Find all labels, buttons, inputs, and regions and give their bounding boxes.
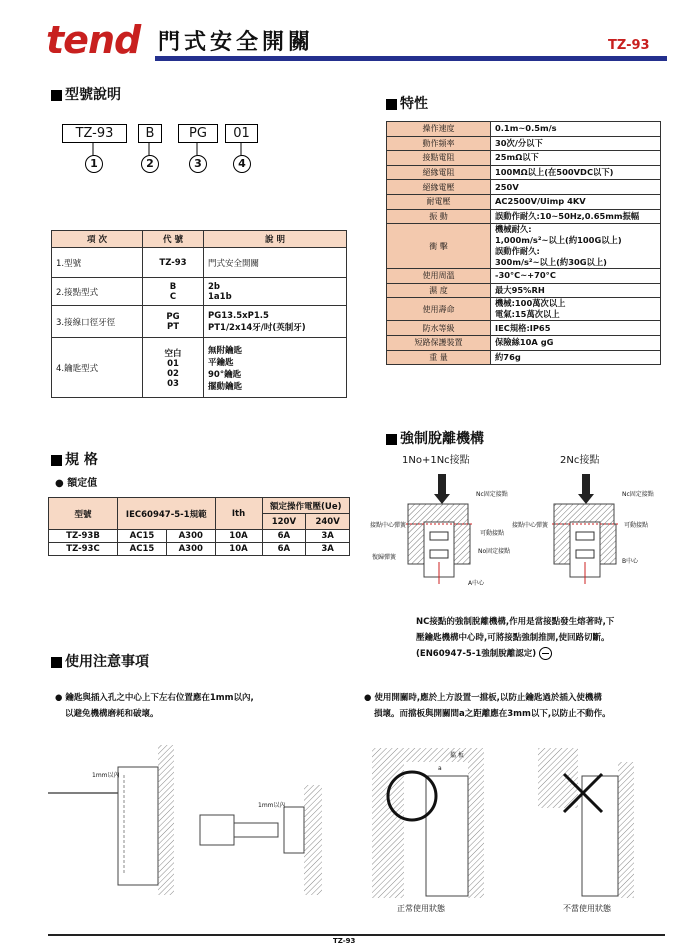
rating-table: 型號 IEC60947-5-1規範 Ith 額定操作電壓(Ue) 120V 240V TZ-93B AC15 A300 10A 6A 3A TZ-93C AC15 A300 10A 6A 3A [48,497,350,556]
mechanism-note: NC接點的強制脫離機構,作用是當接點發生熔著時,下 壓鑰匙機構中心時,可將接點強制推開,使回路切斷。 (EN60947-5-1強制脫離認定) [416,617,615,659]
feature-value: 25mΩ以下 [491,151,661,166]
feature-row [387,350,661,365]
spec-subheading: ● 額定值 [55,478,98,489]
label-return-spring: 復歸彈簧 [372,554,397,561]
feature-key: 使用壽命 [387,298,491,321]
baffle-diagram [368,738,660,898]
table-header-row: 項 次 代 號 說 明 [52,231,347,248]
feature-row [387,335,661,350]
feature-key: 濕 度 [387,283,491,298]
label-no-fixed: No固定接點 [478,548,511,555]
feature-value: 最大95%RH [491,283,661,298]
feature-key: 短路保護裝置 [387,335,491,350]
feature-key: 耐電壓 [387,194,491,209]
heading-square-icon [51,455,62,466]
marker-3: 3 [189,155,207,173]
heading-square-icon [51,657,62,668]
mechanism-left-device [406,474,472,584]
forced-disconnect-symbol-icon [539,647,552,660]
feature-value: 機械:100萬次以上 電氣:15萬次以上 [491,298,661,321]
feature-key: 衝 擊 [387,224,491,269]
feature-value: 250V [491,180,661,195]
spec-heading: 規 格 [51,452,98,468]
feature-row [387,165,661,180]
feature-key: 絕緣電阻 [387,165,491,180]
feature-row [387,224,661,269]
code-box-2: B [138,124,162,143]
label-1mm-left: 1mm以內 [92,772,120,779]
feature-value: 約76g [491,350,661,365]
feature-value: 100MΩ以上(在500VDC以下) [491,165,661,180]
table-row: 3.接線口徑牙徑 PG PT PG13.5xP1.5 PT1/2x14牙/吋(英制牙) [52,306,347,338]
feature-value: IEC規格:IP65 [491,321,661,336]
label-correct-use: 正常使用狀態 [397,904,445,913]
label-movable-right: 可動接點 [624,522,649,529]
item-table [51,230,347,398]
usage-right-note: ● 使用開關時,應於上方設置一擋板,以防止鑰匙過於插入使機構 損壞。而擋板與開關間a之距離應在3mm以下,以防止不動作。 [364,693,611,719]
feature-row [387,209,661,224]
label-a-center: A中心 [468,580,485,587]
label-a: a [438,765,442,772]
table-row: 1.型號 TZ-93 門式安全開關 [52,248,347,278]
feature-row [387,136,661,151]
feature-value: 機械耐久: 1,000m/s²~以上(約100G以上) 誤動作耐久: 300m/s²~以上(約30G以上) [491,224,661,269]
label-baffle: 擋 板 [450,752,464,759]
feature-key: 重 量 [387,350,491,365]
table-row: TZ-93C AC15 A300 10A 6A 3A [49,543,350,556]
feature-row [387,321,661,336]
feature-row [387,194,661,209]
label-1mm-right: 1mm以內 [258,802,286,809]
marker-4: 4 [233,155,251,173]
feature-row [387,151,661,166]
heading-square-icon [386,99,397,110]
feature-value: AC2500V/Uimp 4KV [491,194,661,209]
code-box-4: 01 [225,124,258,143]
heading-square-icon [51,90,62,101]
feature-key: 振 動 [387,209,491,224]
feature-row [387,283,661,298]
marker-1: 1 [85,155,103,173]
feature-key: 操作速度 [387,122,491,137]
feature-row [387,298,661,321]
alignment-diagram [48,745,338,905]
header-rule [155,56,667,61]
feature-row [387,122,661,137]
footer-rule [48,934,665,936]
feature-value: -30°C~+70°C [491,269,661,284]
label-contact-spring-right: 接點中心彈簧 [512,522,549,529]
code-connector-lines [60,143,260,155]
feature-key: 絕緣電壓 [387,180,491,195]
feature-value: 0.1m~0.5m/s [491,122,661,137]
features-table [386,121,661,365]
table-row: TZ-93B AC15 A300 10A 6A 3A [49,530,350,543]
feature-key: 使用周溫 [387,269,491,284]
label-incorrect-use: 不當使用狀態 [563,904,611,913]
footer-page: TZ-93 [333,937,356,945]
heading-square-icon [386,434,397,445]
usage-heading: 使用注意事項 [51,654,149,670]
feature-key: 接點電阻 [387,151,491,166]
feature-value: 30次/分以下 [491,136,661,151]
model-heading: 型號說明 [51,87,121,103]
marker-2: 2 [141,155,159,173]
table-row: 4.鑰匙型式 空白 01 02 03 無附鑰匙 平鑰匙 90°鑰匙 擺動鑰匙 [52,338,347,398]
mechanism-right-title: 2Nc接點 [560,455,600,466]
usage-left-note: ● 鑰匙與插入孔之中心上下左右位置應在1mm以內, 以避免機構磨耗和破壞。 [55,693,254,719]
code-box-3: PG [178,124,218,143]
features-heading: 特性 [386,96,428,112]
brand-logo: tend [46,18,141,62]
label-contact-spring-left: 接點中心彈簧 [370,522,407,529]
mechanism-left-title: 1No+1Nc接點 [402,455,470,466]
label-movable-left: 可動接點 [480,530,505,537]
feature-value: 保險絲10A gG [491,335,661,350]
mechanism-heading: 強制脫離機構 [386,431,484,447]
label-b-center: B中心 [622,558,639,565]
page-title: 門式安全開關 [158,30,315,55]
feature-key: 動作頻率 [387,136,491,151]
feature-row [387,180,661,195]
label-nc-fixed-left: Nc固定接點 [476,491,508,498]
table-row: 2.接點型式 B C 2b 1a1b [52,278,347,306]
feature-key: 防水等級 [387,321,491,336]
model-code: TZ-93 [608,38,650,53]
feature-row [387,269,661,284]
code-box-1: TZ-93 [62,124,127,143]
feature-value: 誤動作耐久:10~50Hz,0.65mm振幅 [491,209,661,224]
label-nc-fixed-right: Nc固定接點 [622,491,654,498]
mechanism-right-device [552,474,618,584]
